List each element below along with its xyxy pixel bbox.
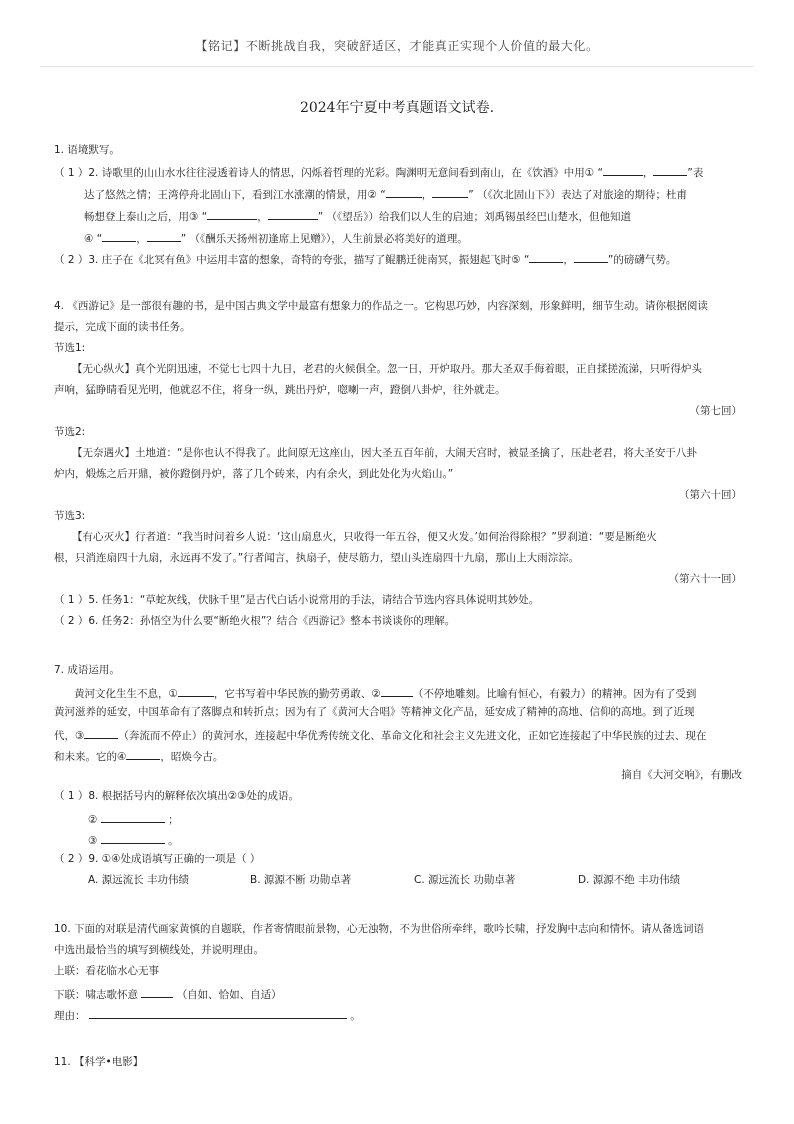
q1-heading: 1. 语境默写。 bbox=[54, 144, 120, 156]
q7-option-b[interactable]: B. 源源不断 功勋卓著 bbox=[250, 874, 352, 886]
q1-p2-line bbox=[54, 252, 676, 266]
text: 理由： bbox=[54, 1010, 86, 1022]
q4-task2: （ 2 ）6. 任务2：孙悟空为什么要“断绝火根”？结合《西游记》整本书谈谈你的理解。 bbox=[54, 615, 456, 627]
text: 和未来。它的④ bbox=[54, 751, 127, 763]
q7-option-a[interactable]: A. 源远流长 丰功伟绩 bbox=[88, 874, 190, 886]
q7-heading: 7. 成语运用。 bbox=[54, 664, 120, 676]
blank[interactable] bbox=[386, 187, 422, 198]
q7-part1: （ 1 ）8. 根据括号内的解释依次填出②③处的成语。 bbox=[54, 790, 300, 802]
answer-blank-3[interactable] bbox=[101, 833, 165, 844]
q7-answer-2 bbox=[88, 812, 179, 826]
q7-passage-line2: 黄河滋养的延安，中国革命有了落脚点和转折点；因为有了《黄河大合唱》等精神文化产品，延安成了精神的高地、信仰的高地。到了近现 bbox=[54, 706, 695, 718]
page-title: 2024年宁夏中考真题语文试卷. bbox=[299, 100, 495, 116]
text: ， bbox=[136, 233, 147, 245]
q7-passage-line3 bbox=[54, 728, 706, 742]
q4-excerpt1-source: （第七回） bbox=[689, 405, 742, 417]
q4-excerpt1-line2: 声响，猛睁睛看见光明，他就忍不住，将身一纵，跳出丹炉，唿喇一声，蹬倒八卦炉，往外就走。 bbox=[54, 384, 506, 396]
q4-excerpt1-label: 节选1: bbox=[54, 342, 86, 354]
q11-heading: 11. 【科学•电影】 bbox=[54, 1056, 144, 1068]
q7-option-c[interactable]: C. 源远流长 功勋卓著 bbox=[414, 874, 516, 886]
text: 代，③ bbox=[54, 730, 85, 742]
blank[interactable] bbox=[432, 187, 468, 198]
text: 达了悠然之情；王湾停舟北固山下，看到江水涨潮的情景，用② “ bbox=[84, 189, 386, 201]
blank[interactable] bbox=[102, 231, 136, 242]
q4-intro-line1: 4. 《西游记》是一部很有趣的书，是中国古典文学中最富有想象力的作品之一。它构思巧妙，内容深刻，形象鲜明，细节生动。请你根据阅读 bbox=[54, 300, 708, 312]
q1-p1-line1 bbox=[54, 165, 703, 179]
blank-3[interactable] bbox=[84, 728, 118, 739]
text: 下联：啸志歌怀意 bbox=[54, 989, 138, 1001]
q7-answer-3 bbox=[88, 833, 179, 847]
q7-passage-line4 bbox=[54, 749, 223, 763]
text: （ 2 ）3. 庄子在《北冥有鱼》中运用丰富的想象，奇特的夸张，描写了鲲鹏迁徙南冥，振翅起飞时⑤ “ bbox=[54, 254, 530, 266]
answer-blank-2[interactable] bbox=[101, 812, 165, 823]
text: （ 1 ）2. 诗歌里的山山水水往往浸透着诗人的情思，闪烁着哲理的光彩。陶渊明无意间看到南山，在《饮酒》中用① “ bbox=[54, 167, 603, 179]
text: ”的磅礴气势。 bbox=[607, 254, 677, 266]
text: ④ “ bbox=[84, 233, 103, 245]
q4-excerpt1-line1: 【无心纵火】真个光阴迅速，不觉七七四十九日，老君的火候俱全。忽一日，开炉取丹。那大圣双手侮着眼，正自揉搓流涕，只听得炉头 bbox=[72, 363, 702, 375]
blank-4[interactable] bbox=[126, 749, 160, 760]
text: （不停地雕刻。比喻有恒心，有毅力）的精神。因为有了受到 bbox=[412, 688, 697, 700]
q7-source: 摘自《大河交响》，有删改 bbox=[621, 769, 742, 781]
text: ； bbox=[168, 814, 179, 826]
q10-reason bbox=[54, 1008, 361, 1022]
q7-option-d[interactable]: D. 源源不绝 丰功伟绩 bbox=[578, 874, 681, 886]
blank[interactable] bbox=[653, 165, 687, 176]
q4-excerpt3-source: （第六十一回） bbox=[668, 573, 742, 585]
q4-excerpt3-line1: 【有心灭火】行者道：“我当时问着乡人说：‘这山扇息火，只收得一年五谷，便又火发。’如何治得除根？”罗刹道：“要是断绝火 bbox=[72, 531, 657, 543]
q4-intro-line2: 提示，完成下面的读书任务。 bbox=[54, 321, 191, 333]
text: ， bbox=[642, 167, 654, 179]
blank[interactable] bbox=[529, 252, 563, 263]
q1-p1-line4 bbox=[84, 231, 468, 245]
q4-excerpt3-label: 节选3: bbox=[54, 510, 86, 522]
text: ② bbox=[88, 814, 98, 826]
blank[interactable] bbox=[207, 209, 257, 220]
blank[interactable] bbox=[147, 231, 181, 242]
text: ③ bbox=[88, 835, 98, 847]
text: ”表 bbox=[687, 167, 704, 179]
text: ” （《望岳》）给我们以人生的启迪；刘禹锡虽经巴山楚水，但他知道 bbox=[317, 211, 631, 223]
q4-task1: （ 1 ）5. 任务1：“草蛇灰线，伏脉千里”是古代白话小说常用的手法，请结合节选内容具体说明其妙处。 bbox=[54, 594, 540, 606]
blank[interactable] bbox=[268, 209, 318, 220]
q1-p1-line2 bbox=[84, 187, 687, 201]
q7-passage-line1 bbox=[74, 686, 696, 700]
couplet-blank[interactable] bbox=[141, 987, 173, 998]
q10-line1: 10. 下面的对联是清代画家黄慎的自题联，作者寄情眼前景物，心无浊物，不为世俗所牵绊，歌吟长啸，抒发胸中志向和情怀。请从备选词语 bbox=[54, 923, 705, 935]
text: 。 bbox=[168, 835, 179, 847]
text: ， bbox=[563, 254, 574, 266]
q4-excerpt2-line2: 炉内，煅炼之后开鼎，被你蹬倒丹炉，落了几个砖来，内有余火，到此处化为火焰山。” bbox=[54, 468, 454, 480]
page-header-motto: 【铭记】不断挑战自我，突破舒适区，才能真正实现个人价值的最大化。 bbox=[195, 39, 599, 53]
text: ，昭焕今古。 bbox=[160, 751, 224, 763]
q10-upper-couplet: 上联：看花临水心无事 bbox=[54, 965, 159, 977]
q10-line2: 中选出最恰当的填写到横线处，并说明理由。 bbox=[54, 944, 264, 956]
reason-blank[interactable] bbox=[89, 1008, 347, 1019]
blank-2[interactable] bbox=[381, 686, 413, 697]
q7-part2: （ 2 ）9. ①④处成语填写正确的一项是（ ） bbox=[54, 853, 261, 865]
blank-1[interactable] bbox=[178, 686, 214, 697]
text: 畅想登上泰山之后，用③ “ bbox=[84, 211, 208, 223]
text: ， bbox=[257, 211, 268, 223]
text: （自如、恰如、自适） bbox=[176, 989, 282, 1001]
text: 黄河文化生生不息，① bbox=[74, 688, 178, 700]
text: ，它书写着中华民族的勤劳勇敢、② bbox=[213, 688, 381, 700]
q4-excerpt2-source: （第六十回） bbox=[679, 489, 742, 501]
header-divider bbox=[40, 66, 754, 67]
text: ” （《次北固山下》）表达了对旅途的期待；杜甫 bbox=[468, 189, 687, 201]
text: ” （《酬乐天扬州初逢席上见赠》），人生前景必将美好的道理。 bbox=[180, 233, 468, 245]
q4-excerpt2-line1: 【无奈遇火】土地道：“是你也认不得我了。此间原无这座山，因大圣五百年前，大闹天宫时，被显圣擒了，压赴老君，将大圣安于八卦 bbox=[72, 447, 697, 459]
text: 。 bbox=[350, 1010, 361, 1022]
blank[interactable] bbox=[603, 165, 643, 176]
q4-excerpt3-line2: 根，只消连扇四十九扇，永远再不发了。”行者闻言，执扇子，使尽筋力，望山头连扇四十九扇，那山上大雨淙淙。 bbox=[54, 552, 580, 564]
q10-lower-couplet bbox=[54, 987, 282, 1001]
text: ， bbox=[421, 189, 433, 201]
blank[interactable] bbox=[574, 252, 608, 263]
q1-p1-line3 bbox=[84, 209, 631, 223]
text: （奔流而不停止）的黄河水，连接起中华优秀传统文化、革命文化和社会主义先进文化，正如它连接起了中华民族的过去、现在 bbox=[118, 730, 707, 742]
q4-excerpt2-label: 节选2: bbox=[54, 426, 86, 438]
